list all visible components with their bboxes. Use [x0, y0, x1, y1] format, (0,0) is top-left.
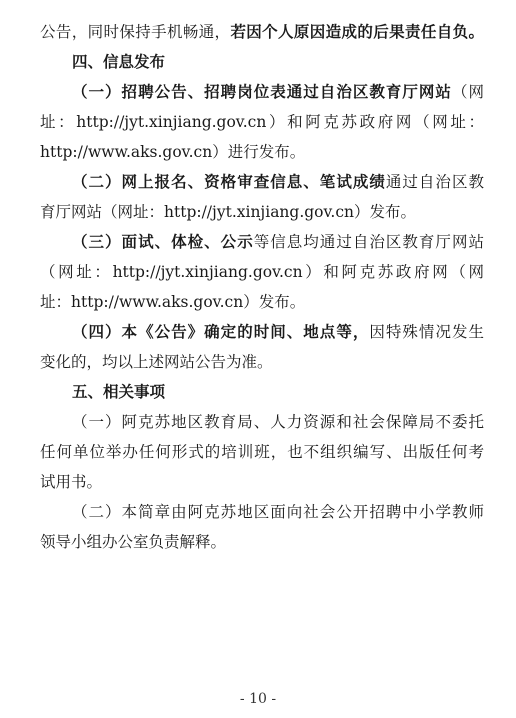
responsibility-notice: 若因个人原因造成的后果责任自负。 [230, 22, 484, 41]
item-3-bold: （三）面试、体检、公示 [72, 232, 254, 251]
item-3-tail: 等信息均通过自治区教育厅网站 [253, 233, 484, 251]
matter-1-line-3: 试用书。 [40, 473, 103, 491]
item-3-line-2: （网址：http://jyt.xinjiang.gov.cn）和阿克苏政府网（网 [40, 263, 484, 281]
item-4-line-2: 变化的，均以上述网站公告为准。 [40, 353, 273, 371]
item-1-line-2: 址：http://jyt.xinjiang.gov.cn）和阿克苏政府网（网址： [40, 113, 484, 131]
item-2-line-1 [72, 172, 484, 194]
item-1-line-3: http://www.aks.gov.cn）进行发布。 [40, 143, 306, 161]
item-1-line-1 [72, 82, 484, 104]
item-4-tail: 因特殊情况发生 [369, 323, 484, 341]
item-3-line-3: 址：http://www.aks.gov.cn）发布。 [40, 293, 306, 311]
item-2-line-2: 育厅网站（网址：http://jyt.xinjiang.gov.cn）发布。 [40, 203, 417, 221]
item-2-tail: 通过自治区教 [385, 173, 484, 191]
item-1-tail: （网 [451, 83, 484, 101]
matter-2-line-1: （二）本简章由阿克苏地区面向社会公开招聘中小学教师 [72, 503, 484, 521]
item-3-line-1 [72, 232, 484, 254]
page-number: - 10 - [239, 691, 277, 707]
paragraph-continuation [40, 22, 484, 44]
matter-2-line-2: 领导小组办公室负责解释。 [40, 533, 227, 551]
item-4-line-1 [72, 322, 484, 344]
matter-1-line-2: 任何单位举办任何形式的培训班，也不组织编写、出版任何考 [40, 443, 484, 461]
section-heading-related-matters: 五、相关事项 [72, 382, 166, 401]
item-4-bold: （四）本《公告》确定的时间、地点等， [72, 322, 370, 341]
item-2-bold: （二）网上报名、资格审查信息、笔试成绩 [72, 172, 386, 191]
item-1-bold: （一）招聘公告、招聘岗位表通过自治区教育厅网站 [72, 82, 452, 101]
section-heading-info-release: 四、信息发布 [72, 52, 166, 71]
matter-1-line-1: （一）阿克苏地区教育局、人力资源和社会保障局不委托 [72, 413, 484, 431]
continuation-text: 公告，同时保持手机畅通， [40, 23, 231, 41]
